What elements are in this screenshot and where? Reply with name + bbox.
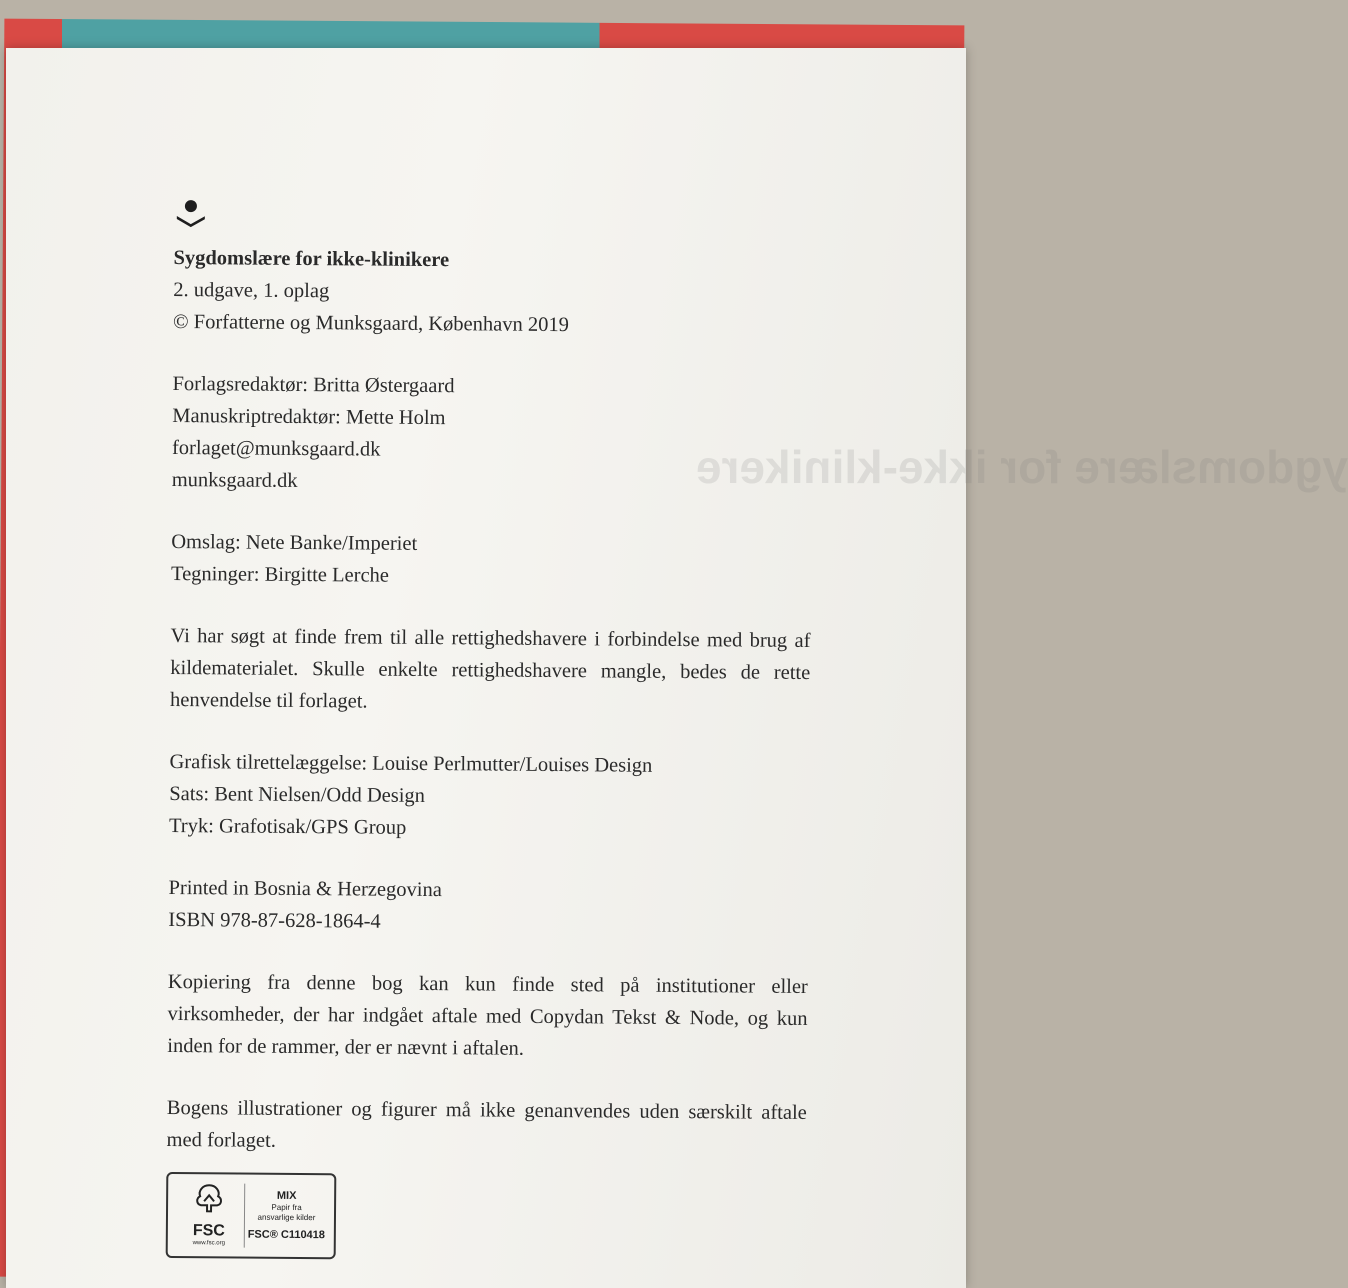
illustration-note: Bogens illustrationer og figurer må ikke genanvendes uden særskilt aftale med forlaget.	[166, 1096, 807, 1152]
fsc-mix: MIX	[276, 1189, 297, 1202]
design-block	[171, 526, 811, 595]
fsc-line2: ansvarlige kilder	[257, 1212, 316, 1222]
print-credit: Tryk: Grafotisak/GPS Group	[168, 814, 407, 839]
publisher-logo-icon	[174, 196, 208, 230]
production-block	[169, 746, 810, 847]
credits-block	[172, 368, 813, 501]
fsc-logo-area	[174, 1183, 246, 1248]
copy-note: Kopiering fra denne bog kan kun finde sted på institutioner eller virksomheder, der har indgået aftale med Copydan Tekst & Node, og kun inden for de rammer, der er nævnt i aftalen.	[167, 970, 808, 1060]
fsc-tree-icon	[192, 1183, 226, 1213]
rights-note: Vi har søgt at finde frem til alle rettighedshavere i forbindelse med brug af kildematerialet. Skulle enkelte rettighedshavere mangle, bedes de rette henvendelse til forlaget.	[169, 624, 811, 713]
book-title: Sygdomslære for ikke-klinikere	[173, 246, 450, 272]
printing-block	[168, 872, 808, 941]
fsc-brand: FSC	[192, 1222, 225, 1240]
colophon-content	[166, 196, 814, 1263]
graphic-credit: Grafisk tilrettelæggelse: Louise Perlmutter/Louises Design	[169, 750, 653, 777]
colophon-page	[6, 48, 1348, 1288]
fsc-url: www.fsc.org	[192, 1240, 225, 1247]
isbn-line: ISBN 978-87-628-1864-4	[168, 908, 381, 933]
typesetting-credit: Sats: Bent Nielsen/Odd Design	[169, 782, 426, 807]
fsc-label	[166, 1172, 337, 1259]
email-line: forlaget@munksgaard.dk	[171, 436, 381, 461]
website-line: munksgaard.dk	[171, 468, 298, 492]
edition-line: 2. udgave, 1. oplag	[173, 278, 330, 303]
show-through-text: ygdomslære for ikke-klinikere	[696, 441, 1348, 493]
fsc-text-area	[245, 1188, 328, 1244]
manuscript-editor-line: Manuskriptredaktør: Mette Holm	[172, 404, 446, 430]
printed-in-line: Printed in Bosnia & Herzegovina	[168, 876, 442, 902]
drawings-credit: Tegninger: Birgitte Lerche	[170, 562, 390, 587]
cover-credit: Omslag: Nete Banke/Imperiet	[171, 530, 418, 555]
fsc-line1: Papir fra	[271, 1202, 302, 1212]
copyright-line: © Forfatterne og Munksgaard, København 2019	[172, 310, 569, 337]
title-block	[173, 242, 814, 343]
fsc-code: FSC® C110418	[247, 1228, 326, 1241]
editor-line: Forlagsredaktør: Britta Østergaard	[172, 372, 455, 398]
